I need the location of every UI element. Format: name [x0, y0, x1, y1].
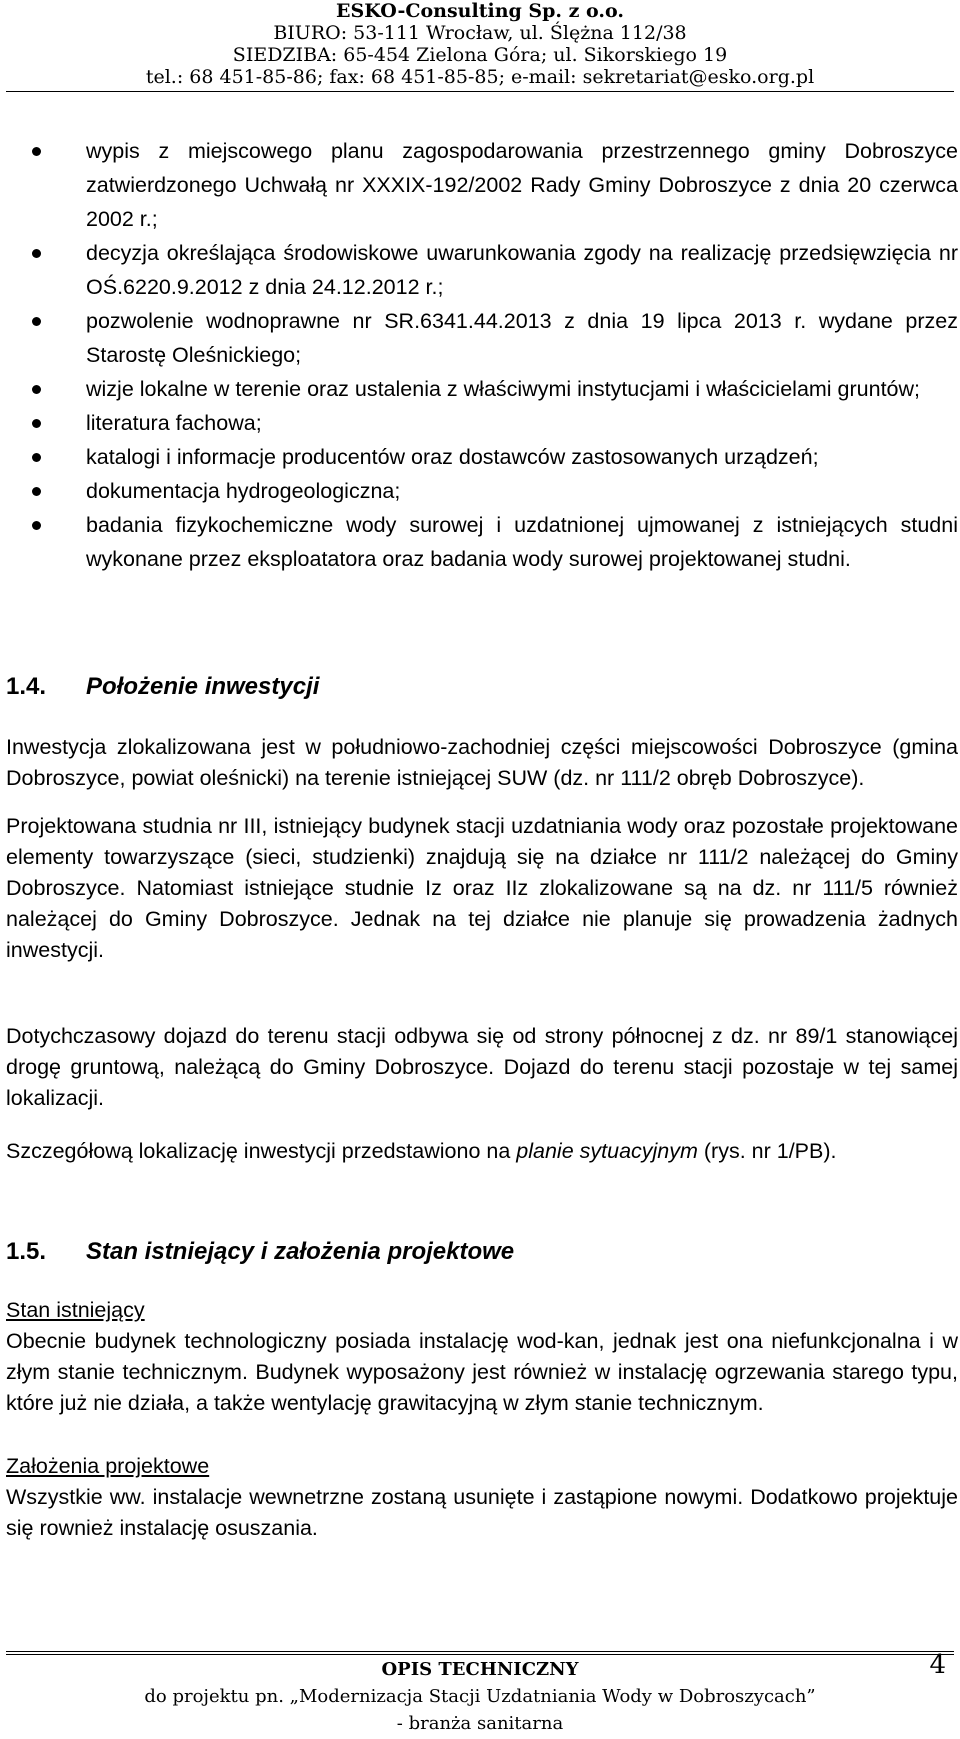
footer: [0, 1656, 960, 1737]
bullet-icon: [32, 249, 41, 258]
office-address: BIURO: 53-111 Wrocław, ul. Ślężna 112/38: [273, 22, 687, 44]
bullet-icon: [32, 419, 41, 428]
seat-address: SIEDZIBA: 65-454 Zielona Góra; ul. Sikorskiego 19: [232, 44, 728, 66]
bullet-icon: [32, 521, 41, 530]
footer-divider: [6, 1654, 954, 1655]
footer-title: OPIS TECHNICZNY: [381, 1659, 579, 1680]
list-item: pozwolenie wodnoprawne nr SR.6341.44.2013 z dnia 19 lipca 2013 r. wydane przez Starostę Oleśnickiego;: [6, 304, 958, 372]
paragraph: Projektowana studnia nr III, istniejący budynek stacji uzdatniania wody oraz pozostałe projektowane elementy towarzyszące (sieci, studzienki) znajdują się na działce nr 111/2 należącej do Gminy Dobroszyce. Natomiast istniejące studnie Iz oraz IIz zlokalizowane są na dz. nr 111/5 również należącej do Gminy Dobroszyce. Jednak na tej działce nie planuje się prowadzenia żadnych inwestycji.: [6, 814, 958, 962]
paragraph: Wszystkie ww. instalacje wewnetrzne zostaną usunięte i zastąpione nowymi. Dodatkowo projektuje się rownież instalację osuszania.: [6, 1485, 958, 1540]
footer-project: do projektu pn. „Modernizacja Stacji Uzdatniania Wody w Dobroszycach”: [144, 1686, 816, 1707]
footer-branch: - branża sanitarna: [396, 1713, 564, 1734]
contact-line: tel.: 68 451-85-86; fax: 68 451-85-85; e-mail: sekretariat@esko.org.pl: [145, 66, 815, 88]
bullet-icon: [32, 487, 41, 496]
bullet-icon: [32, 385, 41, 394]
list-item: literatura fachowa;: [6, 406, 958, 440]
bullet-icon: [32, 453, 41, 462]
plan-reference: planie sytuacyjnym: [516, 1139, 698, 1163]
footer-divider: [6, 1651, 954, 1652]
header-divider: [6, 91, 954, 92]
paragraph: Dotychczasowy dojazd do terenu stacji odbywa się od strony północnej z dz. nr 89/1 stanowiącej drogę gruntową, należącą do Gminy Dobroszyce. Dojazd do terenu stacji pozostaje w tej samej lokalizacji.: [6, 1024, 958, 1110]
section-heading-1-5: [6, 1237, 958, 1267]
section-heading-1-4: [6, 672, 958, 702]
page-number: 4: [929, 1650, 946, 1680]
subheading-design-assumptions: Założenia projektowe: [6, 1454, 210, 1478]
paragraph: Szczegółową lokalizację inwestycji przedstawiono na planie sytuacyjnym (rys. nr 1/PB).: [6, 1139, 837, 1163]
list-item: wizje lokalne w terenie oraz ustalenia z właściwymi instytucjami i właścicielami gruntów;: [6, 372, 958, 406]
section-number: 1.4.: [6, 673, 47, 700]
paragraph: Obecnie budynek technologiczny posiada instalację wod-kan, jednak jest ona niefunkcjonalna i w złym stanie technicznym. Budynek wyposażony jest również w instalację ogrzewania starego typu, które już nie działa, a także wentylację grawitacyjną w złym stanie technicznym.: [6, 1329, 958, 1415]
section-title: Stan istniejący i założenia projektowe: [86, 1238, 515, 1265]
list-item: dokumentacja hydrogeologiczna;: [6, 474, 958, 508]
list-item: decyzja określająca środowiskowe uwarunkowania zgody na realizację przedsięwzięcia nr OŚ.6220.9.2012 z dnia 24.12.2012 r.;: [6, 236, 958, 304]
company-name: ESKO-Consulting Sp. z o.o.: [336, 0, 624, 22]
bullet-icon: [32, 317, 41, 326]
subheading-existing-state: Stan istniejący: [6, 1298, 145, 1322]
list-item: katalogi i informacje producentów oraz dostawców zastosowanych urządzeń;: [6, 440, 958, 474]
list-item: wypis z miejscowego planu zagospodarowania przestrzennego gminy Dobroszyce zatwierdzonego Uchwałą nr XXXIX-192/2002 Rady Gminy Dobroszyce z dnia 20 czerwca 2002 r.;: [6, 134, 958, 236]
section-number: 1.5.: [6, 1238, 47, 1265]
paragraph: Inwestycja zlokalizowana jest w południowo-zachodniej części miejscowości Dobroszyce (gmina Dobroszyce, powiat oleśnicki) na terenie istniejącej SUW (dz. nr 111/2 obręb Dobroszyce).: [6, 735, 958, 790]
section-title: Położenie inwestycji: [86, 673, 320, 700]
letterhead: [0, 0, 960, 88]
bullet-icon: [32, 147, 41, 156]
list-item: badania fizykochemiczne wody surowej i uzdatnionej ujmowanej z istniejących studni wykonane przez eksploatatora oraz badania wody surowej projektowanej studni.: [6, 508, 958, 576]
source-list: [6, 134, 958, 576]
